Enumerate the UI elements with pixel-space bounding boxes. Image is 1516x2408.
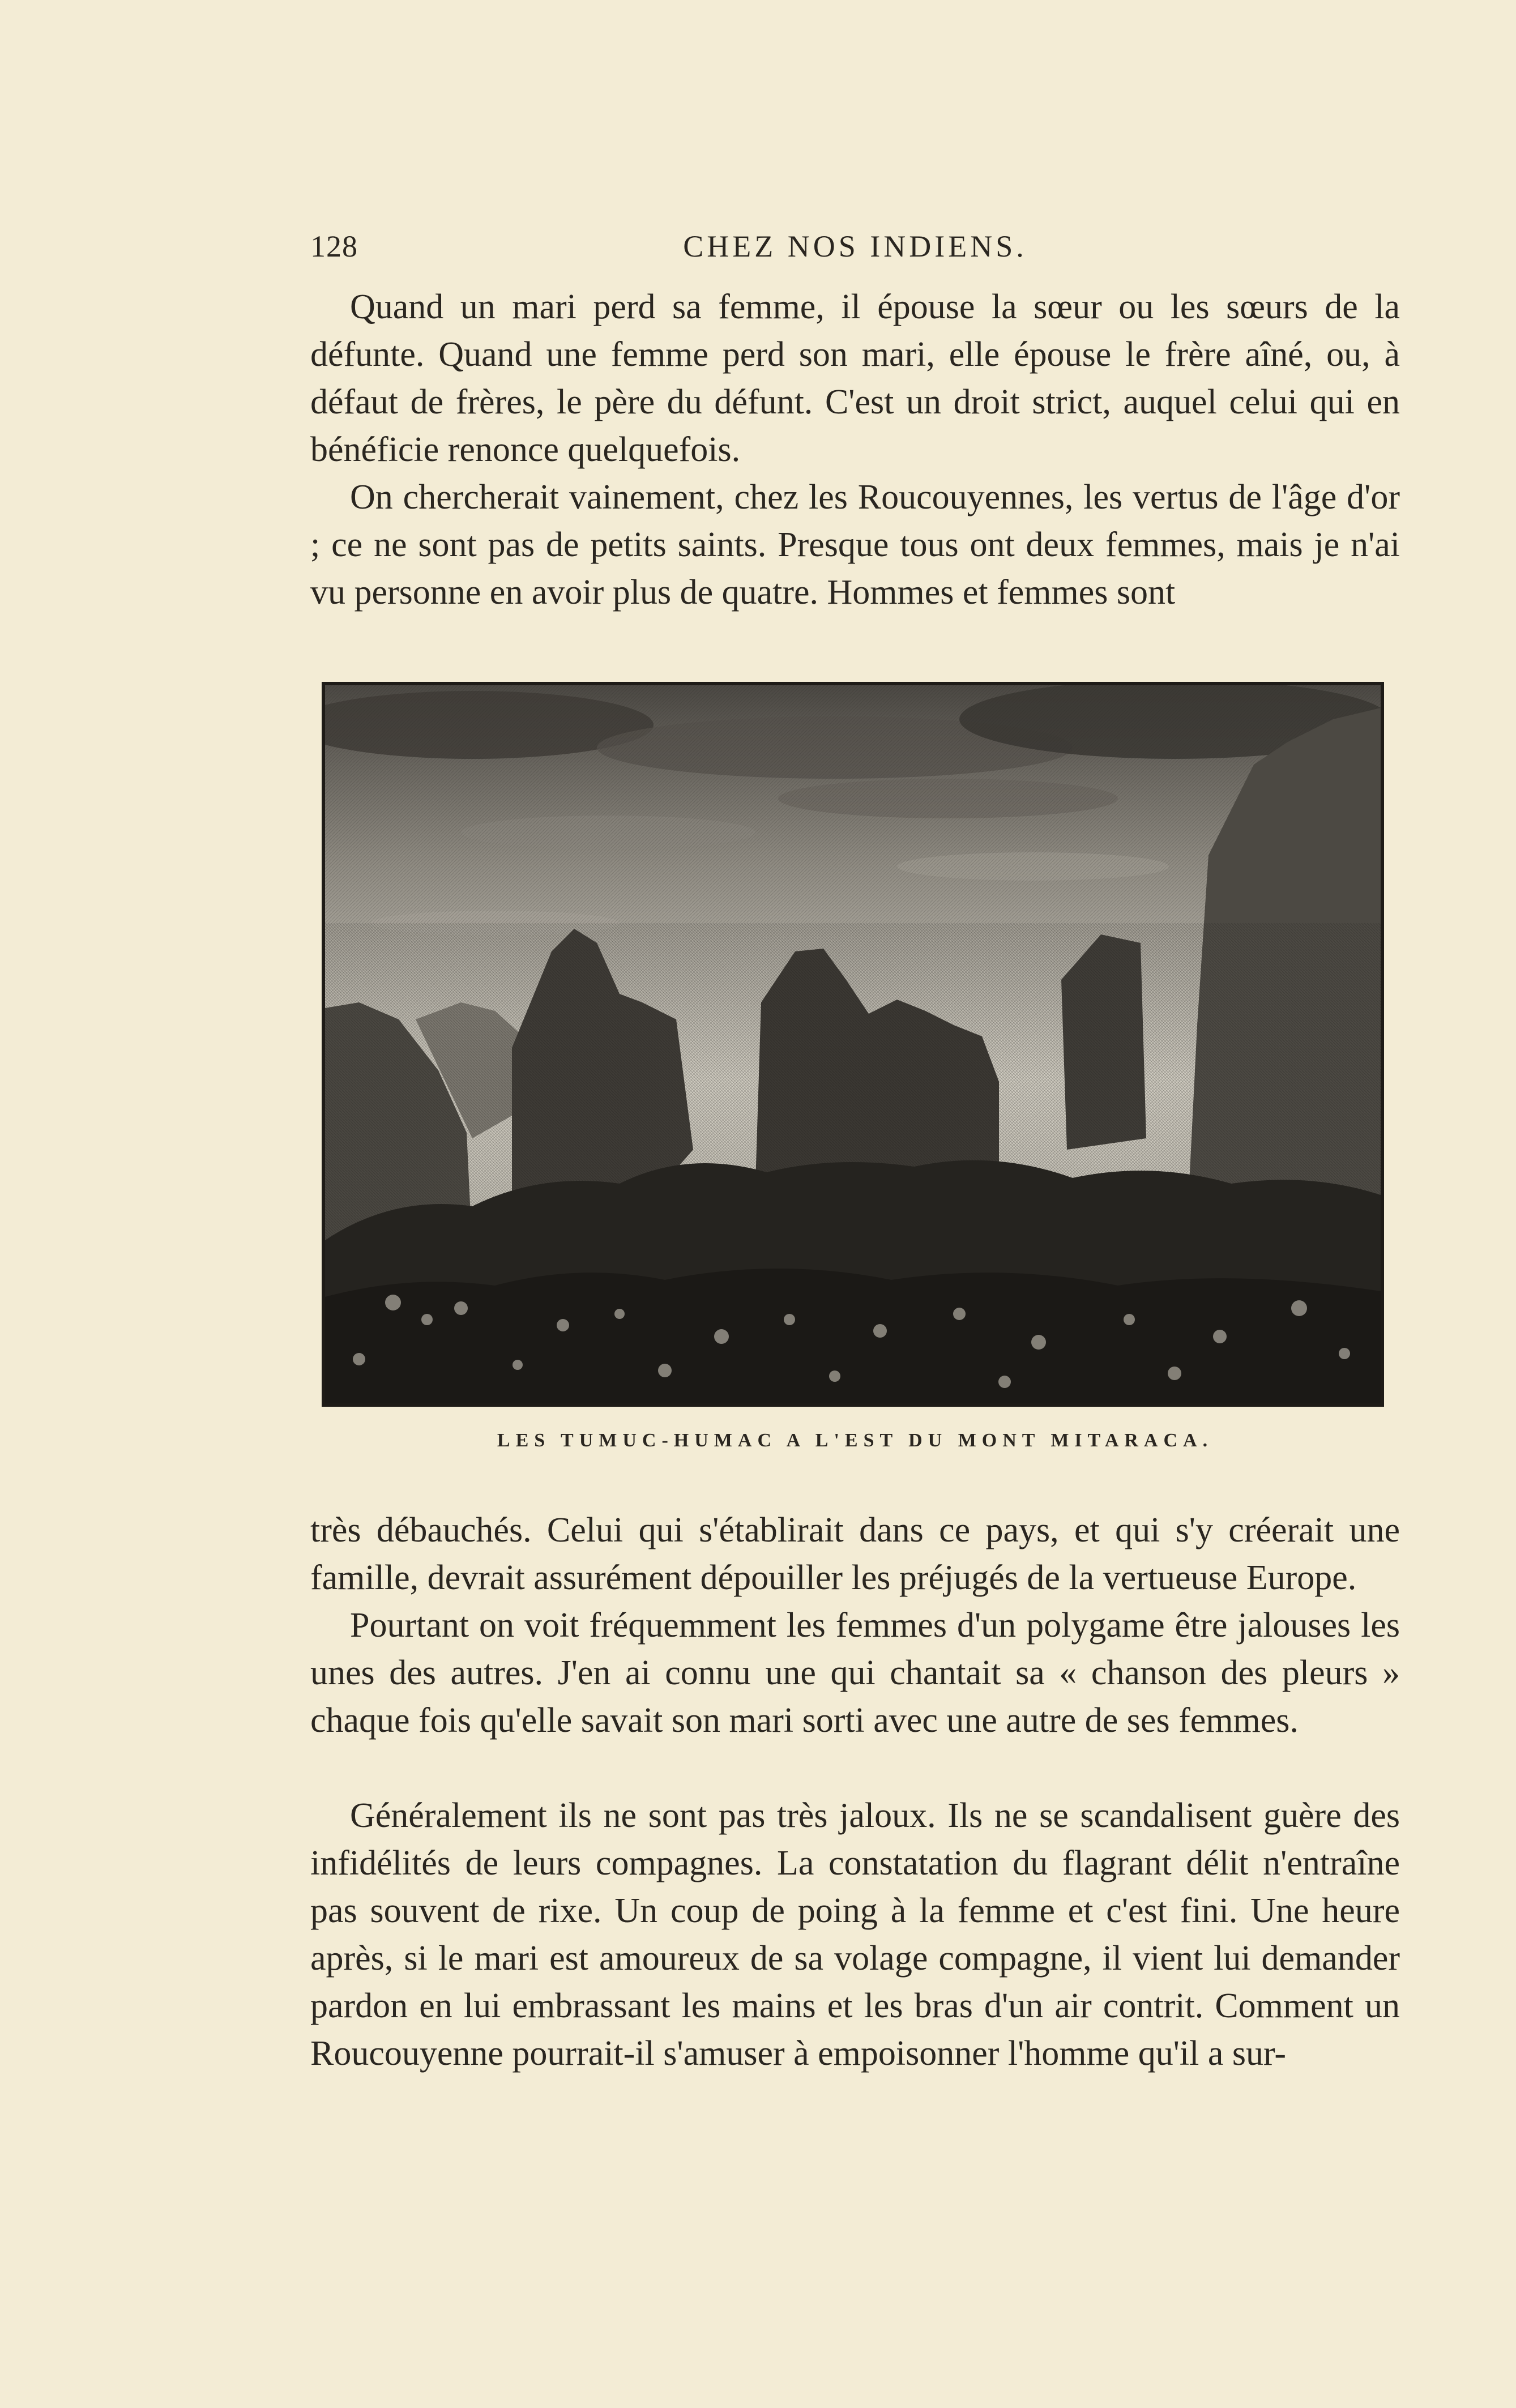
running-head — [310, 229, 1400, 274]
engraving-illustration — [322, 682, 1384, 1407]
paragraph: Généralement ils ne sont pas très jaloux. Ils ne se scandalisent guère des infidélités de leurs compagnes. La constatation du flagrant délit n'entraîne pas souvent de rixe. Un coup de poing à la femme et c'est fini. Une heure après, si le mari est amoureux de sa volage compagne, il vient lui demander pardon en lui embrassant les mains et les bras d'un air contrit. Comment un Roucouyenne pourrait-il s'amuser à empoisonner l'homme qu'il a sur- — [310, 1796, 1400, 2073]
paragraph: très débauchés. Celui qui s'établirait dans ce pays, et qui s'y créerait une famille, devrait assurément dépouiller les préjugés de la vertueuse Europe. — [310, 1511, 1400, 1597]
paragraph: Quand un mari perd sa femme, il épouse la sœur ou les sœurs de la défunte. Quand une femme perd son mari, elle épouse le frère aîné, ou, à défaut de frères, le père du défunt. C'est un droit strict, auquel celui qui en bénéficie renonce quelquefois. — [310, 288, 1400, 469]
paragraph: On chercherait vainement, chez les Roucouyennes, les vertus de l'âge d'or ; ce ne sont pas de petits saints. Presque tous ont deux femmes, mais je n'ai vu personne en avoir plus de quatre. Hommes et femmes sont — [310, 478, 1400, 612]
figure-caption: LES TUMUC-HUMAC A L'EST DU MONT MITARACA. — [497, 1430, 1214, 1451]
paragraph: Pourtant on voit fréquemment les femmes d'un polygame être jalouses les unes des autres. J'en ai connu une qui chantait sa « chanson des pleurs » chaque fois qu'elle savait son mari sorti avec une autre de ses femmes. — [310, 1606, 1400, 1740]
mountain-landscape-engraving — [325, 685, 1381, 1403]
running-title: CHEZ NOS INDIENS. — [683, 229, 1027, 263]
page-number: 128 — [310, 229, 358, 263]
